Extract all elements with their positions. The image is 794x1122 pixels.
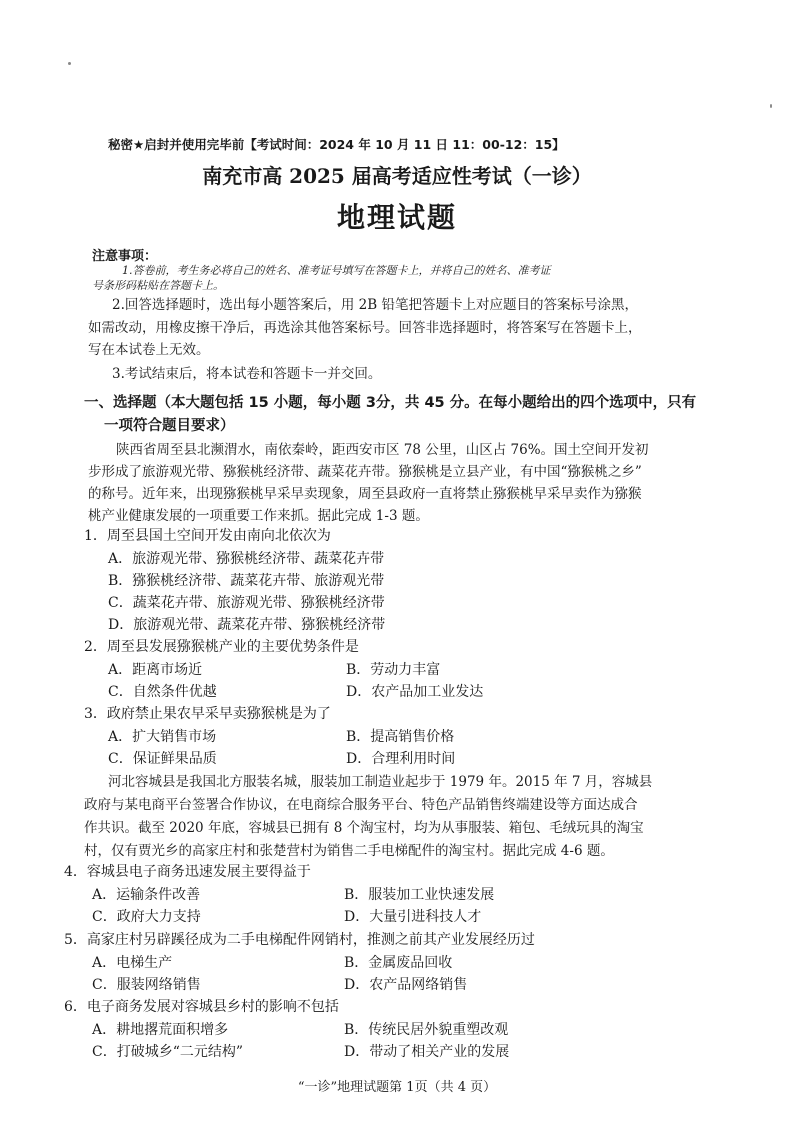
question-option: A．运输条件改善 [92, 887, 201, 903]
exam-title: 南充市高 2025 届高考适应性考试（一诊） [202, 164, 592, 188]
notice-item: 号条形码粘贴在答题卡上。 [92, 279, 224, 292]
question-option: A．距离市场近 [108, 662, 203, 678]
passage-line: 桃产业健康发展的一项重要工作来抓。据此完成 1-3 题。 [88, 508, 429, 524]
passage-line: 作共识。截至 2020 年底，容城县已拥有 8 个淘宝村，均为从事服装、箱包、毛绒玩具的淘宝 [84, 820, 644, 836]
passage-line: 陕西省周至县北濒渭水，南依秦岭，距西安市区 78 公里，山区占 76%。国土空间开发初 [116, 442, 649, 458]
question-option: A．电梯生产 [92, 955, 173, 971]
question-option: C．打破城乡“二元结构” [92, 1044, 244, 1060]
passage-line: 的称号。近年来，出现猕猴桃早采早卖现象，周至县政府一直将禁止猕猴桃早采早卖作为猕猴 [88, 486, 642, 502]
question-option: D．农产品加工业发达 [346, 684, 484, 700]
question-option: D．旅游观光带、蔬菜花卉带、猕猴桃经济带 [108, 617, 386, 633]
question-stem: 3．政府禁止果农早采早卖猕猴桃是为了 [84, 706, 331, 722]
question-option: B．服装加工业快速发展 [344, 887, 495, 903]
notice-item: 如需改动，用橡皮擦干净后，再选涂其他答案标号。回答非选择题时，将答案写在答题卡上， [88, 320, 642, 336]
question-option: C．服装网络销售 [92, 977, 201, 993]
question-option: A．旅游观光带、猕猴桃经济带、蔬菜花卉带 [108, 551, 385, 567]
notice-item: 3.考试结束后，将本试卷和答题卡一并交回。 [112, 366, 382, 382]
question-option: B．提高销售价格 [346, 729, 455, 745]
scan-speck [770, 104, 772, 108]
question-stem: 2．周至县发展猕猴桃产业的主要优势条件是 [84, 639, 359, 655]
question-option: B．劳动力丰富 [346, 662, 441, 678]
question-stem: 4．容城县电子商务迅速发展主要得益于 [64, 864, 311, 880]
passage-line: 河北容城县是我国北方服装名城，服装加工制造业起步于 1979 年。2015 年 7 月，容城县 [108, 774, 653, 790]
question-option: C．自然条件优越 [108, 684, 217, 700]
passage-line: 村，仅有贾光乡的高家庄村和张楚营村为销售二手电梯配件的淘宝村。据此完成 4-6 题。 [84, 843, 614, 859]
question-option: B．猕猴桃经济带、蔬菜花卉带、旅游观光带 [108, 573, 385, 589]
question-stem: 1．周至县国土空间开发由南向北依次为 [84, 528, 331, 544]
subject-title: 地理试题 [336, 201, 457, 234]
question-option: B．金属废品回收 [344, 955, 453, 971]
question-option: A．扩大销售市场 [108, 729, 217, 745]
passage-line: 政府与某电商平台签署合作协议，在电商综合服务平台、特色产品销售终端建设等方面达成合 [84, 797, 638, 813]
question-option: C．蔬菜花卉带、旅游观光带、猕猴桃经济带 [108, 595, 385, 611]
question-option: A．耕地撂荒面积增多 [92, 1022, 229, 1038]
question-option: D．带动了相关产业的发展 [344, 1044, 510, 1060]
question-option: D．大量引进科技人才 [344, 909, 482, 925]
question-option: C．政府大力支持 [92, 909, 201, 925]
notice-item: 写在本试卷上无效。 [88, 342, 210, 358]
question-option: D．农产品网络销售 [344, 977, 468, 993]
confidential-notice: 秘密★启封并使用完毕前【考试时间：2024 年 10 月 11 日 11：00-12：15】 [108, 137, 565, 152]
question-option: B．传统民居外貌重塑改观 [344, 1022, 509, 1038]
question-option: D．合理利用时间 [346, 751, 456, 767]
notice-item: 1.答卷前，考生务必将自己的姓名、准考证号填写在答题卡上，并将自己的姓名、准考证 [122, 264, 551, 277]
page-footer: “一诊”地理试题第 1页（共 4 页） [297, 1080, 497, 1095]
scan-speck [68, 62, 71, 65]
passage-line: 步形成了旅游观光带、猕猴桃经济带、蔬菜花卉带。猕猴桃是立县产业，有中国“猕猴桃之乡” [88, 464, 642, 480]
notice-heading: 注意事项： [92, 249, 158, 264]
section-heading: 一、选择题（本大题包括 15 小题，每小题 3分，共 45 分。在每小题给出的四个选项中，只有 [84, 395, 697, 411]
question-stem: 6．电子商务发展对容城县乡村的影响不包括 [64, 999, 339, 1015]
section-heading-cont: 一项符合题目要求） [104, 418, 235, 434]
question-option: C．保证鲜果品质 [108, 751, 217, 767]
notice-item: 2.回答选择题时，选出每小题答案后，用 2B 铅笔把答题卡上对应题目的答案标号涂黑， [112, 297, 638, 313]
question-stem: 5．高家庄村另辟蹊径成为二手电梯配件网销村，推测之前其产业发展经历过 [64, 932, 535, 948]
